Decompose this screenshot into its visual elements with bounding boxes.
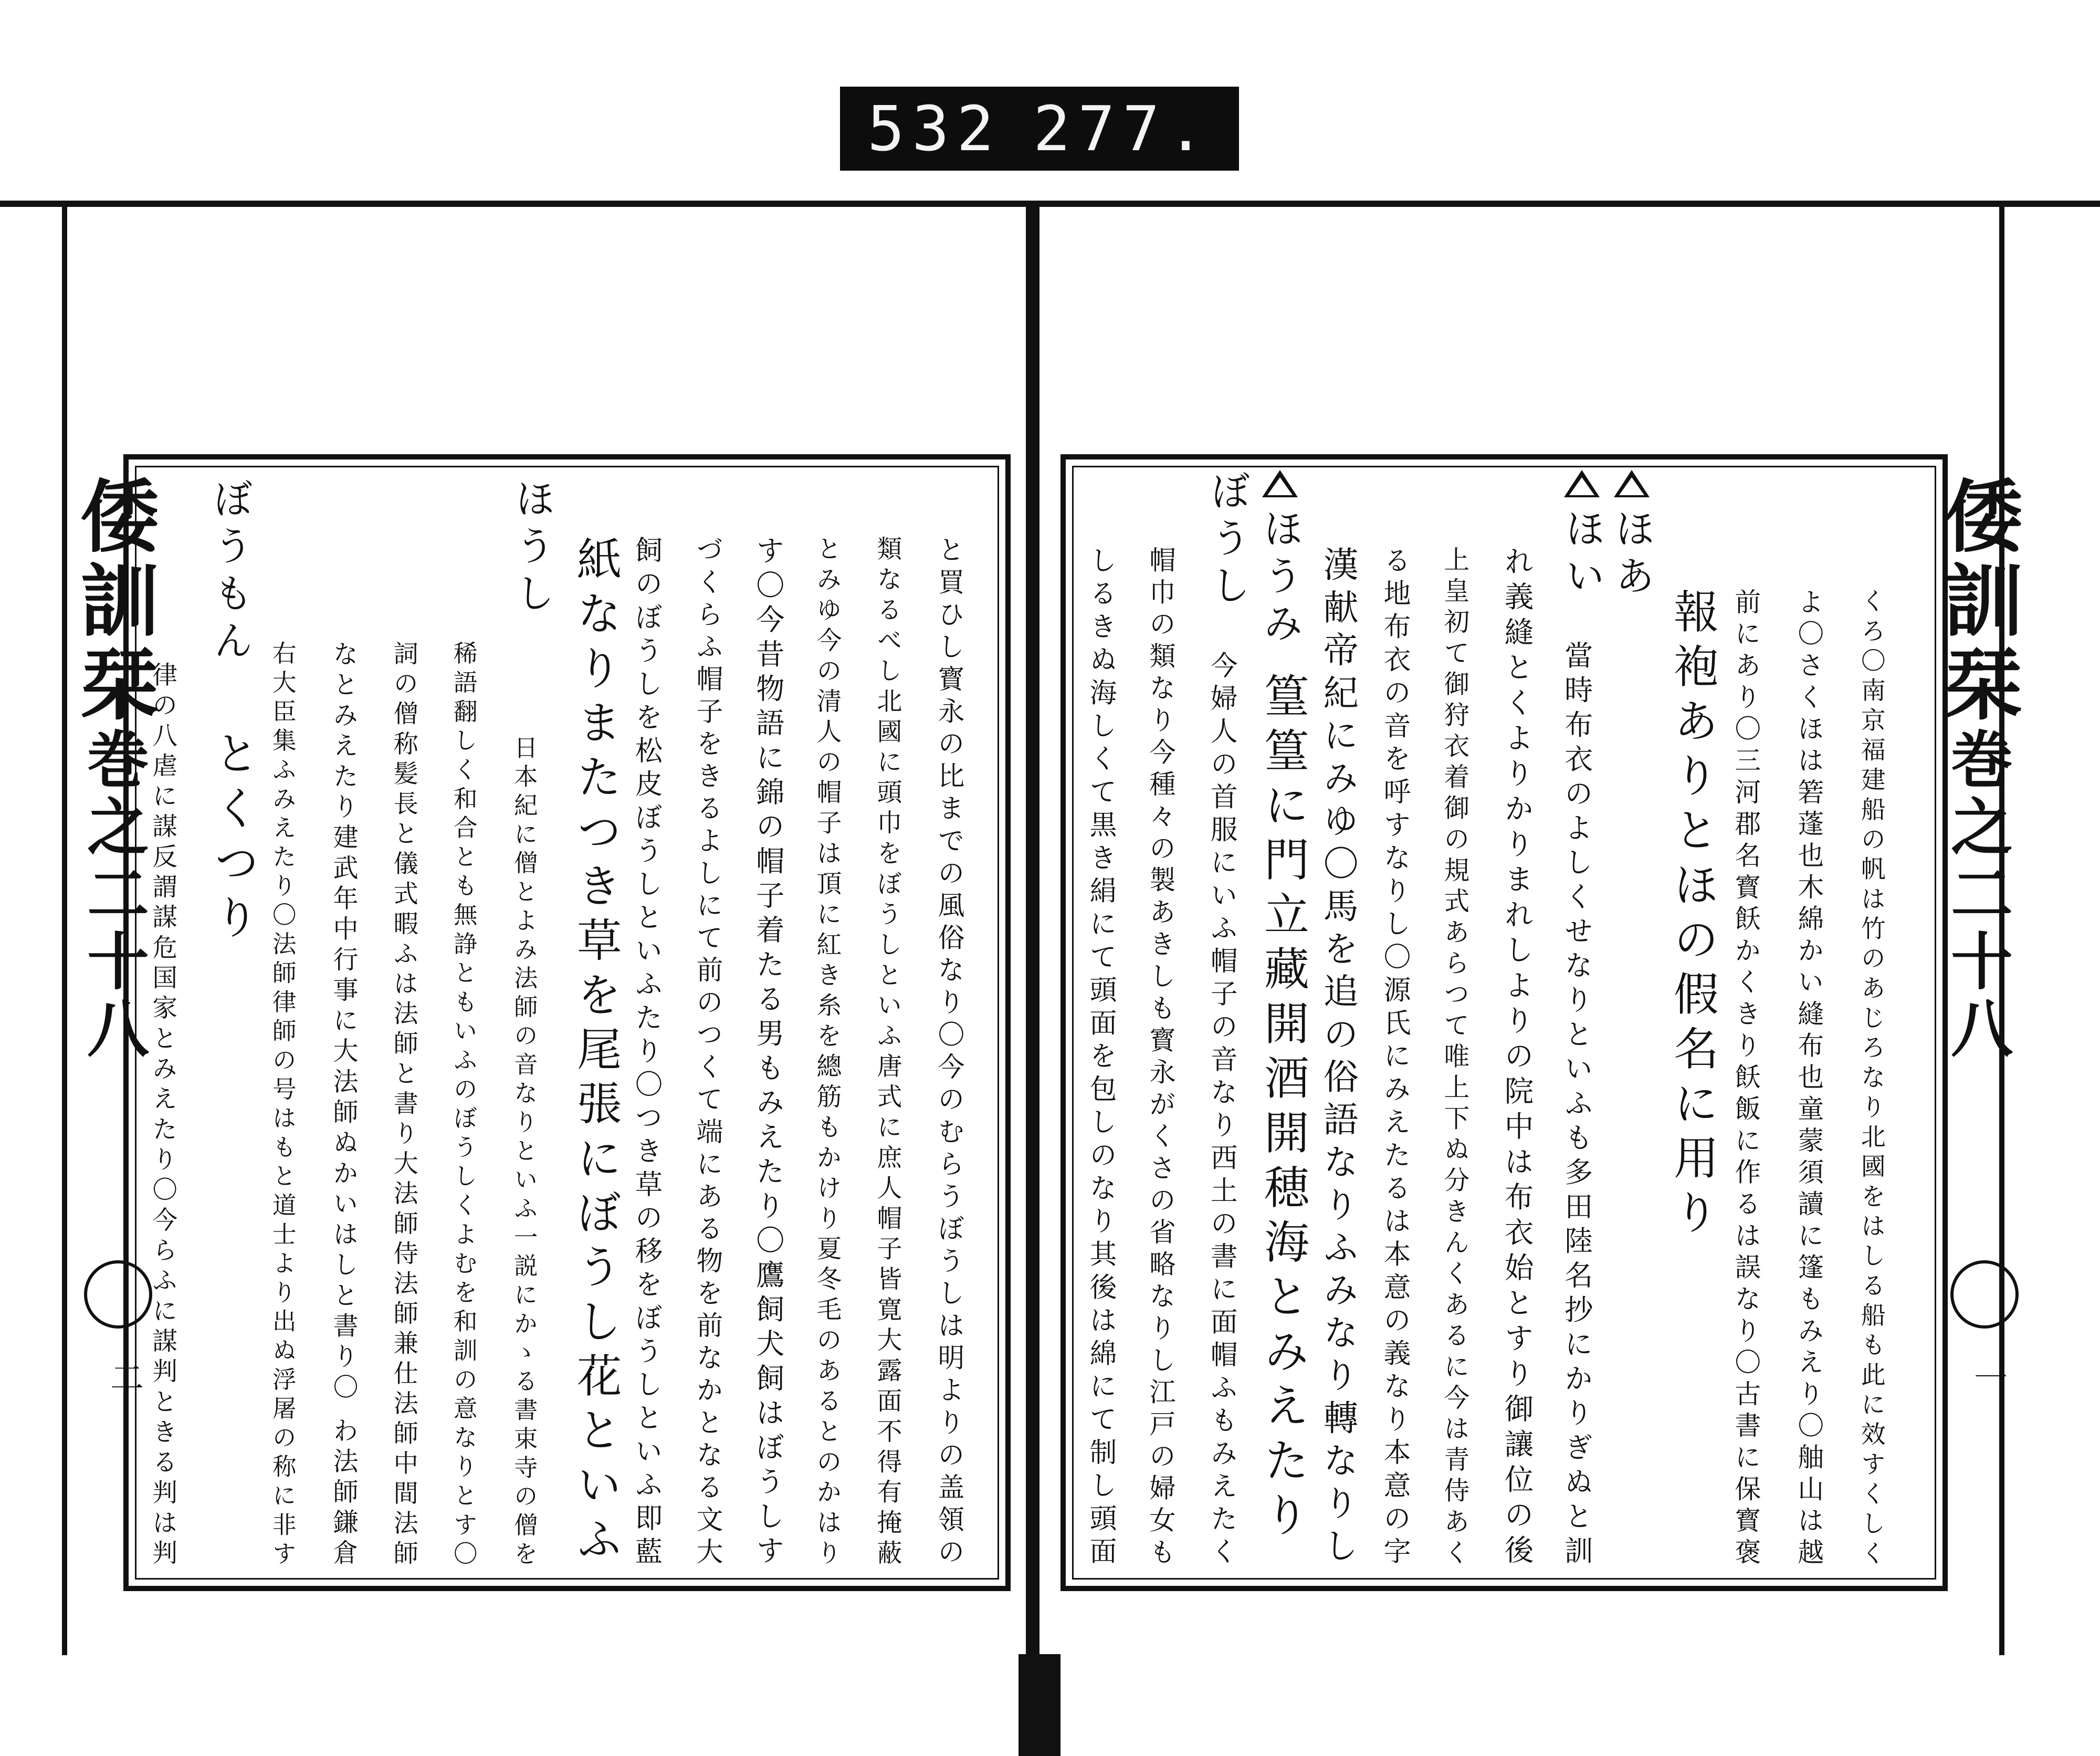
right-page-side-title bbox=[1930, 475, 2023, 1063]
right-entry-line: 篁篁に門立藏開酒開穂海とみえたり bbox=[1256, 672, 1309, 1546]
left-entry-line: 稀語翻しく和合とも無諍ともいふのぼうしくよむを和訓の意なりとす〇 bbox=[449, 641, 478, 1570]
right-side-title-text: 倭訓栞 bbox=[1930, 475, 2023, 727]
right-body-line: 報袍ありとほの假名に用り bbox=[1666, 588, 1718, 1243]
triangle-marker-icon bbox=[1564, 470, 1600, 497]
right-entry-line: 今婦人の首服にいふ帽子の音なり西土の書に面帽ふもみえたく bbox=[1205, 651, 1237, 1570]
right-side-volume-text: 巻之二十八 bbox=[1940, 727, 2013, 1063]
right-body-line: よ〇さくほは箬蓬也木綿かい縫布也童蒙須讀に篷もみえり〇舳山は越 bbox=[1793, 588, 1824, 1570]
left-entry-line: なとみえたり建武年中行事に大法師ぬかいはしと書り〇 わ法師鎌倉 bbox=[329, 641, 359, 1570]
left-body-line: 類なるべし北國に頭巾をぼうしといふ唐式に庶人帽子皆寛大露面不得有掩蔽 bbox=[872, 536, 901, 1570]
right-body-line: 前にあり〇三河郡名寳飫かくきり飫飯に作るは誤なり〇古書に保寳褒 bbox=[1730, 588, 1761, 1570]
left-entry-head: ぼうもん bbox=[207, 478, 254, 667]
left-entry-head: ほうし bbox=[509, 478, 555, 620]
right-entry-head: ぼうし bbox=[1204, 470, 1251, 612]
right-body-line: くろ〇南京福建船の帆は竹のあじろなり北國をはしる船も此に效すくしく bbox=[1856, 588, 1885, 1570]
right-entry-head bbox=[1559, 470, 1605, 602]
right-entry-line: しるきぬ海しくて黒き絹にて頭面を包しのなり其後は綿にて制し頭面 bbox=[1085, 546, 1117, 1570]
left-entry-line: 右大臣集ふみえたり〇法師律師の号はもと道士より出ぬ浮屠の称に非す bbox=[268, 641, 297, 1570]
right-entry-head bbox=[1609, 470, 1655, 602]
left-side-volume-text: 巻之二十八 bbox=[77, 727, 150, 1063]
entry-head-text: ほあ bbox=[1609, 508, 1655, 602]
right-entry-line: れ義縫とくよりかりまれしよりの院中は布衣始とすり御讓位の後 bbox=[1499, 546, 1534, 1570]
left-body-line: づくらふ帽子をきるよしにて前のつくて端にある物を前なかとなる文大 bbox=[691, 536, 722, 1570]
left-body-line: 紙なりまたつき草を尾張にぼうし花といふ bbox=[569, 536, 622, 1570]
spine-tab bbox=[1018, 1654, 1060, 1756]
right-entry-line: 帽巾の類なり今種々の製あきしも寳永がくさの省略なりし江戸の婦女も bbox=[1145, 546, 1177, 1570]
right-entry-line: 當時布衣のよしくせなりといふも多田陸名抄にかりぎぬと訓 bbox=[1560, 641, 1593, 1570]
left-side-title-text: 倭訓栞 bbox=[67, 475, 159, 727]
archive-stamp bbox=[840, 87, 1239, 171]
left-body-line: とみゆ今の清人の帽子は頂に紅き糸を總筋もかけり夏冬毛のあるとのかはり bbox=[812, 536, 841, 1570]
book-spine bbox=[1026, 206, 1040, 1687]
right-entry-head bbox=[1257, 470, 1304, 650]
scan-top-rule bbox=[0, 201, 2100, 207]
right-entry-line: 漢献帝紀にみゆ〇馬を追の俗語なりふみなり轉なりし bbox=[1318, 546, 1359, 1570]
triangle-marker-icon bbox=[1262, 470, 1298, 497]
left-fold-mark bbox=[84, 1260, 152, 1329]
right-page-number: 一 bbox=[1968, 1360, 2007, 1394]
left-body-line: と買ひし寳永の比までの風俗なり〇今のむらうぼうしは明よりの盖領の bbox=[932, 536, 964, 1570]
right-entry-line: 上皇初て御狩衣着御の規式あらつて唯上下ぬ分きんくあるに今は青侍あく bbox=[1439, 546, 1469, 1570]
right-fold-mark bbox=[1950, 1260, 2019, 1329]
stamp-number-left: 532 bbox=[867, 92, 1002, 165]
triangle-marker-icon bbox=[1614, 470, 1650, 497]
entry-head-text: ほい bbox=[1559, 508, 1605, 602]
left-entry-line: とくつり bbox=[206, 730, 259, 948]
right-entry-line: る地布衣の音を呼すなりし〇源氏にみえたるは本意の義なり本意の字 bbox=[1379, 546, 1411, 1570]
stamp-number-right: 277. bbox=[1033, 92, 1212, 165]
left-page-edge bbox=[62, 206, 67, 1655]
left-page-side-title bbox=[67, 475, 159, 1063]
left-entry-line: 律の八虐に謀反謂謀危国家とみえたり〇今らふに謀判ときる判は判 bbox=[148, 662, 177, 1570]
entry-head-text: ほうみ bbox=[1257, 508, 1304, 650]
left-body-line: す〇今昔物語に錦の帽子着たる男もみえたり〇鷹飼犬飼はぼうしす bbox=[751, 536, 785, 1570]
left-entry-line: 日本紀に僧とよみ法師の音なりといふ一説にかゝる書束寺の僧を bbox=[510, 735, 538, 1570]
left-body-line: 飼のぼうしを松皮ぼうしといふたり〇つき草の移をぼうしといふ即藍 bbox=[631, 536, 663, 1570]
left-entry-line: 詞の僧称髪長と儀式暇ふは法師と書り大法師侍法師兼仕法師中間法師 bbox=[389, 641, 418, 1570]
left-page-number: 二 bbox=[104, 1360, 143, 1394]
